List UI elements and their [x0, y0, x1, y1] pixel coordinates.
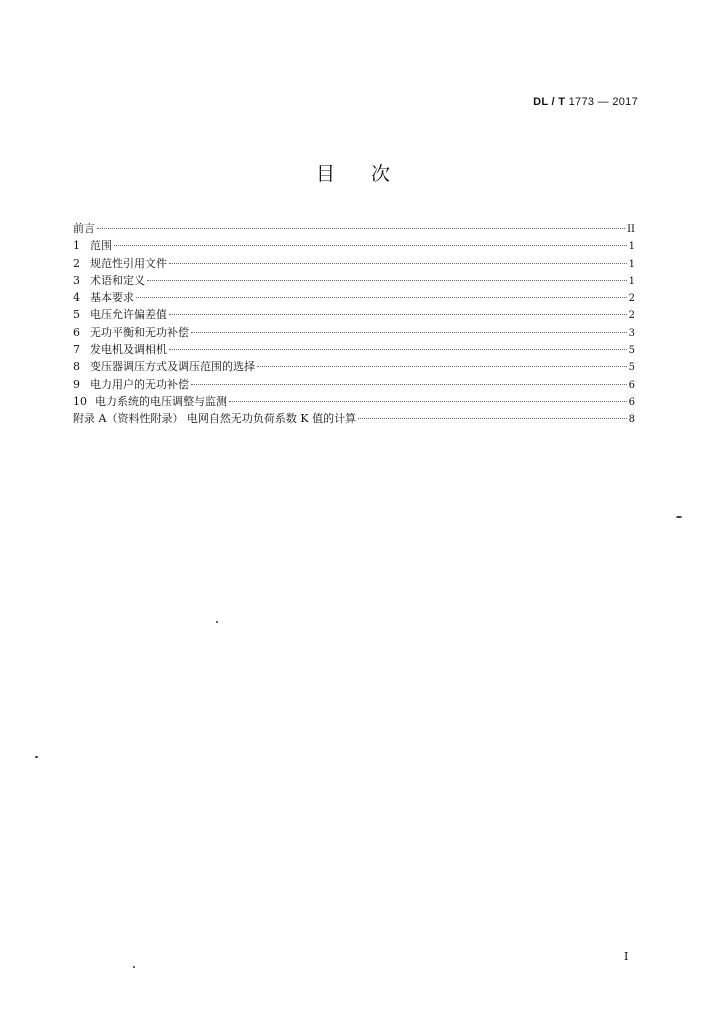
standard-separator: — [597, 96, 609, 108]
scan-speck [216, 621, 218, 623]
toc-entry[interactable] [73, 393, 635, 410]
toc-entry-page: 1 [628, 241, 635, 253]
toc-entry-number: 10 [73, 394, 87, 408]
toc-entry[interactable] [73, 324, 635, 341]
toc-entry-page: 5 [628, 345, 635, 357]
toc-entry-label: 附录 A（资料性附录） 电网自然无功负荷系数 K 值的计算 [73, 412, 357, 426]
toc-entry-page: 5 [628, 362, 635, 374]
toc-entry-label: 术语和定义 [90, 273, 145, 287]
page-number: I [624, 950, 629, 963]
toc-entry-label: 无功平衡和无功补偿 [90, 325, 189, 339]
toc-entry-page: 6 [628, 379, 635, 391]
toc-entry-number: 6 [73, 325, 80, 339]
toc-entry-label: 发电机及调相机 [90, 343, 167, 357]
standard-code [533, 96, 638, 108]
toc-entry-label: 变压器调压方式及调压范围的选择 [90, 360, 255, 374]
standard-number: 1773 [568, 96, 595, 108]
toc-entry-number: 5 [73, 308, 80, 322]
toc-entry[interactable] [73, 376, 635, 393]
page-title: 目次 [315, 163, 426, 185]
toc-entry-page: 1 [628, 275, 635, 287]
toc-entry-label: 前言 [73, 222, 95, 235]
toc-leader-dots [169, 314, 627, 315]
standard-year: 2017 [612, 96, 638, 108]
toc-entry-number: 2 [73, 256, 80, 270]
toc-entry-label: 规范性引用文件 [90, 256, 167, 270]
toc-leader-dots [114, 245, 627, 246]
toc-entry-page: 2 [628, 310, 635, 322]
toc-leader-dots [169, 263, 627, 264]
toc-leader-dots [257, 366, 627, 367]
scan-speck [133, 966, 135, 968]
toc-entry-number: 1 [73, 239, 80, 253]
toc-entry-label: 电压允许偏差值 [90, 308, 167, 322]
scan-speck [35, 756, 38, 758]
toc-leader-dots [97, 228, 625, 229]
toc-leader-dots [169, 349, 627, 350]
toc-entry-label: 范围 [90, 239, 112, 253]
toc-entry-page: 1 [628, 258, 635, 270]
toc-leader-dots [147, 280, 627, 281]
toc-entry-page: 6 [628, 396, 635, 408]
toc-entry-number: 4 [73, 291, 80, 305]
toc-entry[interactable] [73, 255, 635, 272]
scan-speck [676, 516, 682, 518]
toc-entry[interactable] [73, 410, 635, 427]
toc-entry-page: 3 [628, 327, 635, 339]
toc-entry-label: 电力系统的电压调整与监测 [95, 394, 227, 408]
toc-entry-number: 3 [73, 273, 80, 287]
toc-entry-number: 9 [73, 377, 80, 391]
toc-leader-dots [136, 297, 627, 298]
toc-entry-number: 7 [73, 343, 80, 357]
toc-entry-label: 基本要求 [90, 291, 134, 305]
toc-entry-page: II [627, 224, 635, 235]
toc-entry-number: 8 [73, 360, 80, 374]
toc-entry-page: 2 [628, 293, 635, 305]
toc-entry[interactable] [73, 358, 635, 375]
toc-entry[interactable] [73, 306, 635, 323]
table-of-contents [73, 220, 635, 428]
standard-prefix: DL / T [533, 96, 566, 108]
toc-entry[interactable] [73, 237, 635, 254]
toc-entry[interactable] [73, 341, 635, 358]
toc-entry[interactable] [73, 220, 635, 237]
toc-leader-dots [229, 401, 627, 402]
toc-entry-label: 电力用户的无功补偿 [90, 377, 189, 391]
toc-entry[interactable] [73, 272, 635, 289]
toc-entry[interactable] [73, 289, 635, 306]
toc-entry-page: 8 [628, 414, 635, 426]
toc-leader-dots [191, 384, 627, 385]
toc-leader-dots [191, 332, 627, 333]
toc-leader-dots [358, 418, 626, 419]
